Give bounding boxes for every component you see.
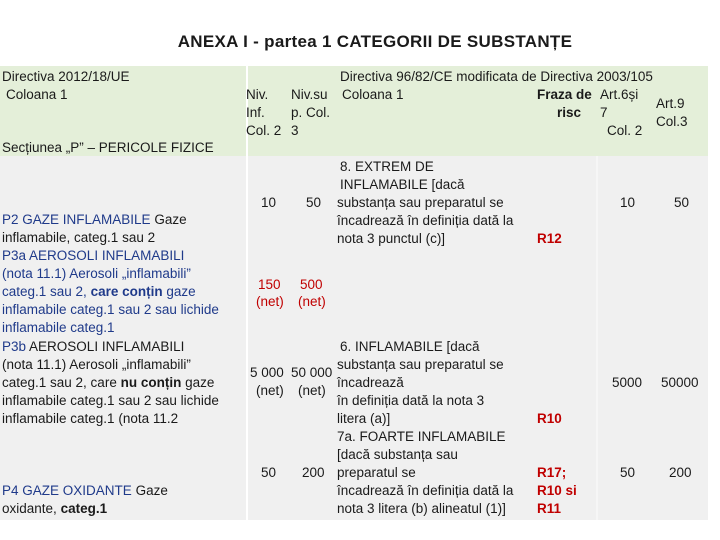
p4-desc-2	[2, 500, 107, 517]
r6-line-1: 6. INFLAMABILE [dacă	[340, 339, 480, 354]
p3a-line-2c: gaze	[166, 284, 196, 299]
r7a-col3: 200	[669, 465, 692, 480]
p4-sup-value: 200	[302, 465, 325, 480]
r7a-line-2: [dacă substanța sau	[337, 447, 458, 462]
r7a-phrase-3: R11	[537, 501, 562, 516]
p3b-line-3: inflamabile categ.1 sau 2 sau lichide	[2, 393, 219, 408]
p3a-sup-value-2: (net)	[298, 294, 326, 309]
r6-col2: 5000	[612, 375, 643, 390]
p2-sup-value: 50	[306, 195, 322, 210]
p3b-line-1: (nota 11.1) Aerosoli „inflamabili”	[2, 357, 191, 372]
r7a-col2: 50	[620, 465, 636, 480]
r8-line-4: încadrează în definiția dată la	[337, 213, 514, 228]
p4-inf-value: 50	[261, 465, 277, 480]
p3a-line-3: inflamabile categ.1 sau 2 sau lichide	[2, 302, 219, 317]
p3b-sup-value-2: (net)	[298, 383, 326, 398]
niv-inf-label-1: Niv.	[246, 87, 269, 102]
p3a-line-2b: care conțin	[90, 284, 163, 299]
r8-line-3: substanța sau preparatul se	[337, 195, 504, 210]
p3b-line-2	[2, 374, 214, 391]
page-title: ANEXA I - partea 1 CATEGORII DE SUBSTANȚE	[177, 32, 573, 51]
p3a-inf-value-1: 150	[258, 277, 281, 292]
p2-title	[2, 211, 187, 228]
r6-line-4: în definiția dată la nota 3	[337, 393, 485, 408]
p3b-line-2c: gaze	[185, 375, 215, 390]
p3a-code: P3a	[2, 248, 27, 263]
art6-label-1: Art.6și	[600, 87, 639, 102]
p3b-sup-value-1: 50 000	[291, 365, 333, 380]
column-divider-right	[596, 156, 598, 520]
p3a-title	[2, 247, 184, 264]
r8-line-1: 8. EXTREM DE	[340, 159, 434, 174]
p3b-line-4: inflamabile categ.1 (nota 11.2	[2, 411, 179, 426]
r7a-line-5: nota 3 litera (b) alineatul (1)]	[337, 501, 506, 516]
niv-inf-label-3: Col. 2	[246, 123, 282, 138]
p3b-code: P3b	[2, 339, 27, 354]
p3a-line-2a: categ.1 sau 2,	[2, 284, 87, 299]
p3a-inf-value-2: (net)	[256, 294, 284, 309]
p3b-line-2b: nu conțin	[120, 375, 182, 390]
p3b-line-2a: categ.1 sau 2, care	[2, 375, 117, 390]
right-directive: Directiva 96/82/CE modificata de Directiva 2003/105	[340, 69, 653, 84]
niv-sup-label-3: 3	[291, 123, 299, 138]
r7a-line-3: preparatul se	[337, 465, 416, 480]
p3a-line-2	[2, 283, 196, 300]
p3b-title	[2, 338, 184, 355]
r8-line-5: nota 3 punctul (c)]	[337, 231, 446, 246]
phrase-label-1: Fraza de	[537, 87, 592, 102]
r6-col3: 50000	[661, 375, 699, 390]
p2-desc-1: Gaze	[154, 212, 187, 227]
r8-col2: 10	[620, 195, 636, 210]
section-title: Secțiunea „P” – PERICOLE FIZICE	[2, 140, 214, 155]
r7a-phrase-2: R10 si	[537, 483, 577, 498]
art9-label-2: Col.3	[656, 114, 688, 129]
r6-phrase: R10	[537, 411, 562, 426]
p4-desc-2a: oxidante,	[2, 501, 57, 516]
p4-name: GAZE OXIDANTE	[22, 483, 132, 498]
p3a-sup-value-1: 500	[300, 277, 323, 292]
p3b-inf-value-1: 5 000	[250, 365, 284, 380]
p3a-line-1: (nota 11.1) Aerosoli „inflamabili”	[2, 266, 191, 281]
r6-line-2: substanța sau preparatul se	[337, 357, 504, 372]
art6-label-2: 7	[600, 105, 608, 120]
p4-title	[2, 482, 168, 499]
p4-code: P4	[2, 483, 19, 498]
phrase-label-2: risc	[557, 105, 582, 120]
p4-desc-1: Gaze	[135, 483, 168, 498]
r7a-phrase-1: R17;	[537, 465, 567, 480]
p2-code: P2	[2, 212, 19, 227]
p2-inf-value: 10	[261, 195, 277, 210]
p3a-line-4: inflamabile categ.1	[2, 320, 115, 335]
left-column-label: Coloana 1	[6, 87, 68, 102]
left-directive: Directiva 2012/18/UE	[2, 69, 130, 84]
p3a-name: AEROSOLI INFLAMABILI	[29, 248, 185, 263]
niv-inf-label-2: Inf.	[246, 105, 265, 120]
r7a-line-4: încadrează în definiția dată la	[337, 483, 514, 498]
niv-sup-label-2: p. Col.	[291, 105, 331, 120]
r7a-line-1: 7a. FOARTE INFLAMABILE	[337, 429, 506, 444]
r6-line-5: litera (a)]	[337, 411, 391, 426]
r8-phrase: R12	[537, 231, 562, 246]
art9-label-1: Art.9	[656, 96, 685, 111]
r8-line-2: INFLAMABILE [dacă	[340, 177, 465, 192]
p4-desc-2b: categ.1	[60, 501, 108, 516]
r6-line-3: încadrează	[337, 375, 404, 390]
r8-col3: 50	[674, 195, 690, 210]
p2-name: GAZE INFLAMABILE	[22, 212, 151, 227]
p3b-inf-value-2: (net)	[256, 383, 284, 398]
art6-label-3: Col. 2	[607, 123, 643, 138]
p2-desc-2: inflamabile, categ.1 sau 2	[2, 230, 156, 245]
niv-sup-label-1: Niv.su	[291, 87, 328, 102]
p3b-name: AEROSOLI INFLAMABILI	[29, 339, 185, 354]
right-column-label: Coloana 1	[342, 87, 404, 102]
